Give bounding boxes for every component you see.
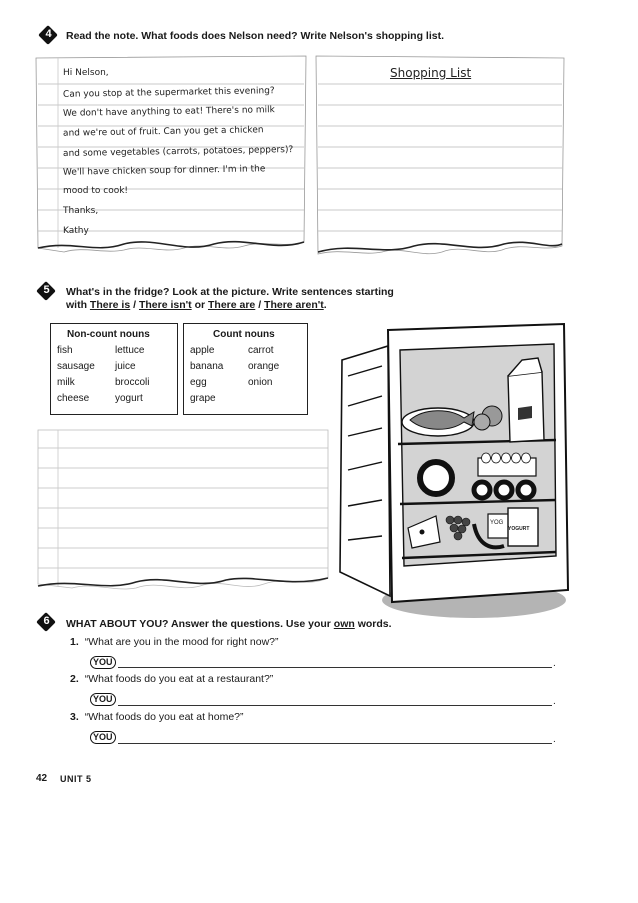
note-line-4: and we're out of fruit. Can you get a chicken — [62, 125, 264, 139]
note-line-6: We'll have chicken soup for dinner. I'm in the — [62, 164, 266, 178]
exercise-5-instruction: What's in the fridge? Look at the picture. Write sentences starting with There is / There isn't or There are / There aren't. — [66, 286, 394, 311]
answer-1-line[interactable] — [118, 667, 552, 668]
noncount-title: Non-count nouns — [67, 329, 150, 340]
count-item: grape — [190, 393, 216, 404]
count-title: Count nouns — [213, 329, 275, 340]
you-label: YOU — [90, 731, 116, 744]
noncount-item: yogurt — [115, 393, 143, 404]
answer-2-period: . — [553, 696, 556, 707]
note-line-7: mood to cook! — [63, 186, 129, 196]
noncount-item: milk — [57, 377, 75, 388]
count-item: egg — [190, 377, 207, 388]
you-label: YOU — [90, 693, 116, 706]
shopping-list-paper — [314, 54, 566, 266]
question-1: 1. “What are you in the mood for right now?” — [70, 636, 279, 648]
noncount-item: lettuce — [115, 345, 145, 356]
noncount-item: broccoli — [115, 377, 150, 388]
note-line-1: Hi Nelson, — [63, 68, 109, 78]
you-label: YOU — [90, 656, 116, 669]
answer-2-line[interactable] — [118, 705, 552, 706]
note-line-9: Kathy — [63, 226, 89, 236]
count-item: onion — [248, 377, 273, 388]
fridge-illustration — [332, 310, 572, 622]
exercise-4-instruction: Read the note. What foods does Nelson need? Write Nelson's shopping list. — [66, 30, 444, 42]
noncount-item: fish — [57, 345, 73, 356]
yogurt-label-small: YOG — [490, 520, 504, 526]
answer-3-period: . — [553, 734, 556, 745]
answer-3-line[interactable] — [118, 743, 552, 744]
page-number: 42 — [36, 773, 48, 784]
count-item: orange — [248, 361, 280, 372]
question-2: 2. “What foods do you eat at a restaurant?” — [70, 673, 274, 685]
note-line-3: We don't have anything to eat! There's no milk — [62, 105, 275, 119]
yogurt-label-large: YOGURT — [508, 526, 530, 532]
exercise-5-badge: 5 — [38, 283, 56, 301]
exercise-6-badge: 6 — [38, 614, 56, 632]
exercise-6-instruction: WHAT ABOUT YOU? Answer the questions. Use your own words. — [66, 618, 392, 630]
noncount-item: juice — [115, 361, 136, 372]
noncount-item: sausage — [57, 361, 95, 372]
noncount-item: cheese — [57, 393, 90, 404]
exercise-4-badge: 4 — [40, 27, 58, 45]
unit-label: UNIT 5 — [60, 774, 92, 784]
answer-1-period: . — [553, 658, 556, 669]
question-3: 3. “What foods do you eat at home?” — [70, 711, 244, 723]
note-line-5: and some vegetables (carrots, potatoes, peppers)? — [62, 144, 294, 160]
count-item: apple — [190, 345, 215, 356]
count-item: carrot — [248, 345, 274, 356]
shopping-list-title: Shopping List — [390, 66, 472, 80]
count-item: banana — [190, 361, 224, 372]
note-line-8: Thanks, — [63, 206, 99, 216]
note-line-2: Can you stop at the supermarket this evening? — [62, 86, 275, 100]
exercise-5-writing-paper[interactable] — [36, 428, 330, 594]
